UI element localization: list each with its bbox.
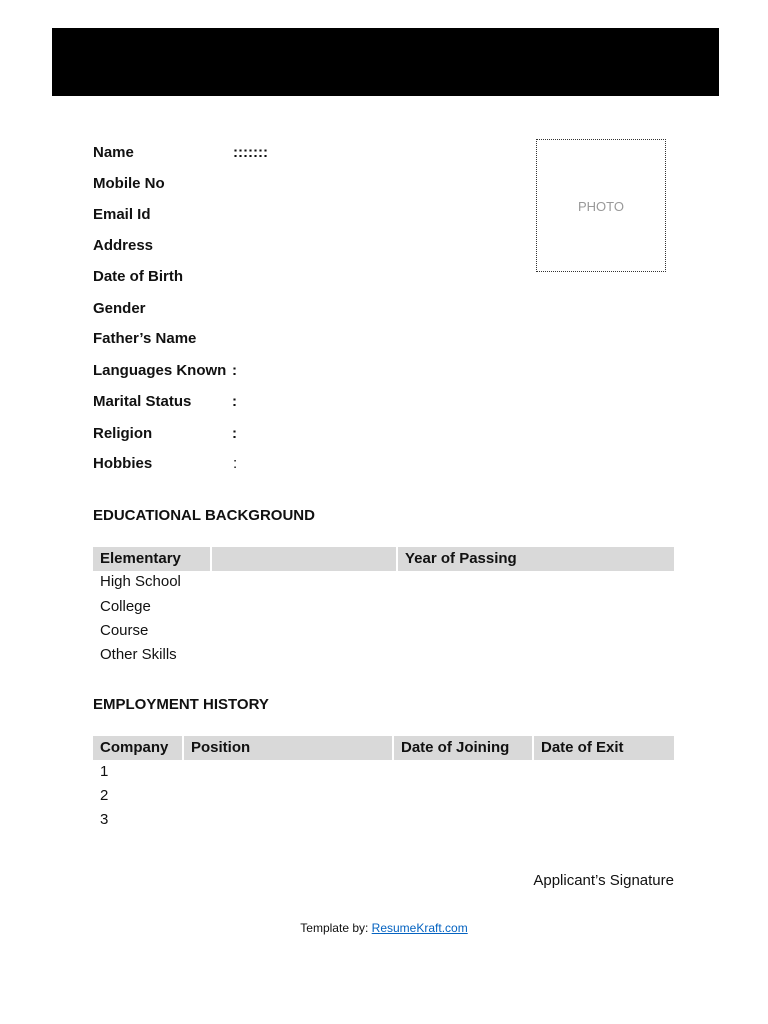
field-father-label: Father’s Name	[93, 330, 197, 347]
field-address-label: Address	[93, 237, 154, 254]
education-title: EDUCATIONAL BACKGROUND	[93, 507, 315, 524]
footer-prefix: Template by:	[300, 921, 372, 935]
education-row-high-school: High School	[100, 573, 181, 590]
employment-table-header	[93, 736, 674, 760]
employment-header-joining: Date of Joining	[394, 736, 534, 760]
field-dob-label: Date of Birth	[93, 268, 183, 285]
photo-placeholder	[536, 139, 666, 272]
employment-header-exit: Date of Exit	[541, 739, 624, 756]
employment-header-position: Position	[184, 736, 394, 760]
footer	[0, 921, 768, 935]
field-marital-colon: :	[232, 393, 237, 410]
education-row-college: College	[100, 598, 151, 615]
employment-header-company: Company	[93, 736, 184, 760]
education-header-elementary: Elementary	[93, 547, 212, 571]
field-languages-colon: :	[232, 362, 237, 379]
field-email-label: Email Id	[93, 206, 151, 223]
header-bar	[52, 28, 719, 96]
employment-title: EMPLOYMENT HISTORY	[93, 696, 269, 713]
field-hobbies-label: Hobbies	[93, 455, 153, 472]
employment-row-3: 3	[100, 811, 109, 828]
field-religion-label: Religion	[93, 425, 153, 442]
photo-label: PHOTO	[578, 199, 624, 214]
education-row-other-skills: Other Skills	[100, 646, 177, 663]
education-header-blank	[212, 547, 398, 571]
field-name-label: Name	[93, 144, 134, 161]
education-header-year: Year of Passing	[405, 550, 517, 567]
field-gender-label: Gender	[93, 300, 146, 317]
field-religion-colon: :	[232, 425, 237, 442]
education-table-header	[93, 547, 674, 571]
employment-row-1: 1	[100, 763, 109, 780]
field-mobile-label: Mobile No	[93, 175, 165, 192]
field-languages-label: Languages Known	[93, 362, 227, 379]
applicant-signature: Applicant’s Signature	[533, 872, 674, 889]
employment-row-2: 2	[100, 787, 109, 804]
field-marital-label: Marital Status	[93, 393, 192, 410]
education-row-course: Course	[100, 622, 149, 639]
field-hobbies-colon: :	[233, 455, 238, 472]
field-name-colon: :::::::	[233, 144, 268, 161]
resumekraft-link[interactable]: ResumeKraft.com	[371, 921, 468, 935]
